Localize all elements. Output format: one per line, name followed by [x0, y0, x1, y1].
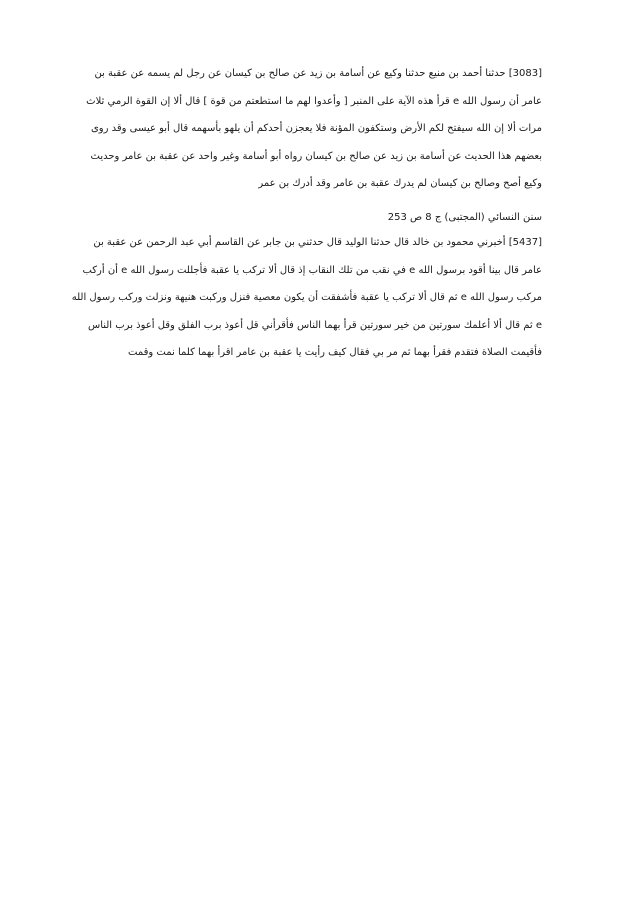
paragraph-2-line-5: فأقيمت الصلاة فتقدم فقرأ بهما ثم مر بي فقال كيف رأيت يا عقبة بن عامر اقرأ بهما كلما نمت وقمت [128, 347, 542, 358]
paragraph-1-line-1: [3083] حدثنا أحمد بن منيع حدثنا وكيع عن أسامة بن زيد عن صالح بن كيسان عن رجل لم يسمه عن عقبة بن [94, 68, 542, 79]
paragraph-1-line-4: بعضهم هذا الحديث عن أسامة بن زيد عن صالح بن كيسان رواه أبو أسامة وغير واحد عن عقبة بن عامر وحديث [90, 151, 542, 162]
paragraph-2-line-2: عامر قال بينا أقود برسول الله e في نقب من تلك النقاب إذ قال ألا تركب يا عقبة فأجللت رسول الله e أن أركب [82, 265, 542, 276]
paragraph-2-line-1: [5437] أخبرني محمود بن خالد قال حدثنا الوليد قال حدثني بن جابر عن القاسم أبي عبد الرحمن عن عقبة بن [93, 237, 542, 248]
source-reference: سنن النسائي (المجتبى) ج 8 ص 253 [387, 212, 542, 223]
paragraph-2-line-3: مركب رسول الله e ثم قال ألا تركب يا عقبة فأشفقت أن يكون معصية فنزل وركبت هنيهة ونزلت وركب رسول الله [71, 292, 542, 303]
paragraph-1-line-5: وكيع أصح وصالح بن كيسان لم يدرك عقبة بن عامر وقد أدرك بن عمر [258, 178, 542, 189]
paragraph-1-line-2: عامر أن رسول الله e قرأ هذه الآية على المنبر [ وأعدوا لهم ما استطعتم من قوة ] قال ألا إن القوة الرمي ثلاث [86, 96, 542, 107]
paragraph-1-line-3: مرات ألا إن الله سيفتح لكم الأرض وستكفون المؤنة فلا يعجزن أحدكم أن يلهو بأسهمه قال أبو عيسى وقد روى [90, 123, 542, 134]
paragraph-2-line-4: e ثم قال ألا أعلمك سورتين من خير سورتين قرأ بهما الناس فأقرأني قل أعوذ برب الفلق وقل أعوذ برب الناس [87, 320, 542, 331]
